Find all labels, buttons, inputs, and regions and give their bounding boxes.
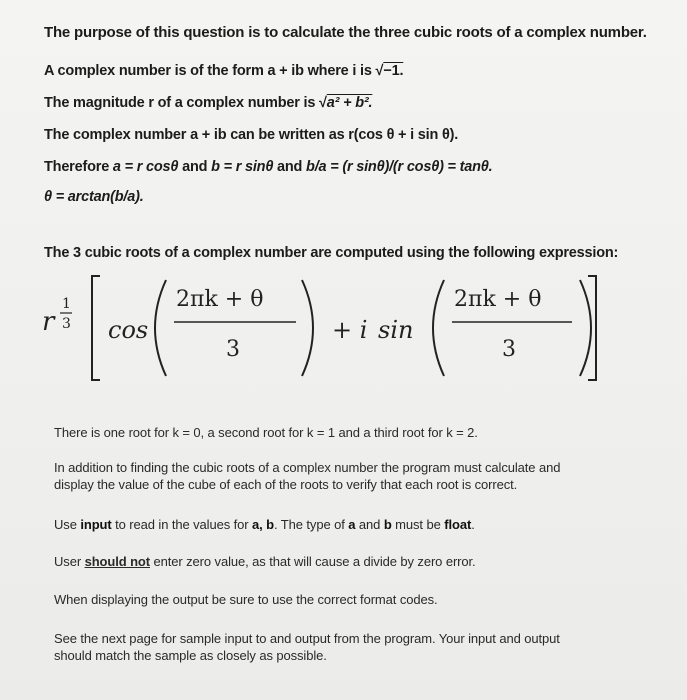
magnitude-expr: a² + b². xyxy=(326,95,373,111)
form-is: is xyxy=(356,63,376,79)
therefore-b: b = r sinθ xyxy=(211,159,274,175)
magnitude-mid: of a complex number is xyxy=(153,95,320,111)
therefore-and: and xyxy=(178,159,212,175)
cos-right-paren xyxy=(302,280,313,376)
formula-cos: cos xyxy=(108,316,149,344)
input-a: a xyxy=(348,517,356,532)
format-codes-text: When displaying the output be sure to use the correct format codes. xyxy=(54,592,438,607)
sample-text-line1: See the next page for sample input to and output from the program. Your input and output xyxy=(54,631,560,646)
magnitude-r: r xyxy=(148,95,154,111)
cos-left-paren xyxy=(155,280,166,376)
input-mid: to read in the values for xyxy=(111,517,252,532)
sqrt-symbol: √ xyxy=(375,63,384,79)
zero-warning-text xyxy=(54,554,476,569)
written-prefix: The complex number xyxy=(44,127,191,143)
input-float: float xyxy=(444,517,472,532)
input-ab: a, b xyxy=(252,517,274,532)
therefore-text xyxy=(44,159,493,175)
written-expr-ab: a + ib xyxy=(190,127,227,143)
purpose-text: The purpose of this question is to calculate the three cubic roots of a complex number. xyxy=(44,24,647,41)
written-mid: can be written as xyxy=(226,127,349,143)
sample-text-line2: should match the sample as closely as possible. xyxy=(54,648,327,663)
input-word: input xyxy=(80,517,112,532)
theta-text: θ = arctan(b/a). xyxy=(44,189,144,205)
cube-text-line2: display the value of the cube of each of the roots to verify that each root is correct. xyxy=(54,477,518,492)
form-prefix: A complex number is of the form xyxy=(44,63,268,79)
therefore-prefix: Therefore xyxy=(44,159,113,175)
therefore-and2: and xyxy=(273,159,307,175)
sqrt-neg1: −1. xyxy=(383,63,404,79)
formula-r: r xyxy=(42,307,55,337)
input-and: and xyxy=(355,517,384,532)
input-b: b xyxy=(383,517,392,532)
polar-form-text xyxy=(44,127,458,143)
sqrt-symbol-2: √ xyxy=(319,95,327,111)
input-must: must be xyxy=(391,517,445,532)
formula-exp-den: 3 xyxy=(62,316,71,332)
complex-form-text xyxy=(44,63,403,79)
form-mid: where xyxy=(303,63,353,79)
cubic-root-formula xyxy=(40,268,640,388)
sin-numerator: 2πk + θ xyxy=(454,287,542,312)
input-mid2: . The type of xyxy=(274,517,349,532)
input-end: . xyxy=(471,517,475,532)
written-expr: r(cos θ + i sin θ). xyxy=(348,127,459,143)
formula-plus-i: + i xyxy=(332,316,368,344)
roots-k-text: There is one root for k = 0, a second root for k = 1 and a third root for k = 2. xyxy=(54,425,478,440)
zero-suffix: enter zero value, as that will cause a divide by zero error. xyxy=(150,554,476,569)
formula-exp-num: 1 xyxy=(62,296,71,312)
formula-intro: The 3 cubic roots of a complex number are computed using the following expression: xyxy=(44,245,619,261)
left-bracket xyxy=(92,276,100,380)
zero-emphasis: should not xyxy=(84,554,150,569)
cos-denominator: 3 xyxy=(226,337,240,362)
therefore-ratio: b/a = (r sinθ)/(r cosθ) = tanθ. xyxy=(306,159,493,175)
magnitude-prefix: The magnitude xyxy=(44,95,149,111)
formula-sin: sin xyxy=(378,316,414,344)
input-prefix: Use xyxy=(54,517,81,532)
zero-prefix: User xyxy=(54,554,85,569)
form-i: i xyxy=(352,63,357,79)
therefore-a: a = r cosθ xyxy=(112,159,179,175)
sin-left-paren xyxy=(433,280,444,376)
cos-numerator: 2πk + θ xyxy=(176,287,264,312)
sin-right-paren xyxy=(580,280,591,376)
cube-text-line1: In addition to finding the cubic roots of a complex number the program must calculate and xyxy=(54,460,561,475)
sin-denominator: 3 xyxy=(502,337,516,362)
form-expr: a + ib xyxy=(267,63,304,79)
input-text xyxy=(54,517,475,532)
magnitude-text xyxy=(44,95,372,111)
